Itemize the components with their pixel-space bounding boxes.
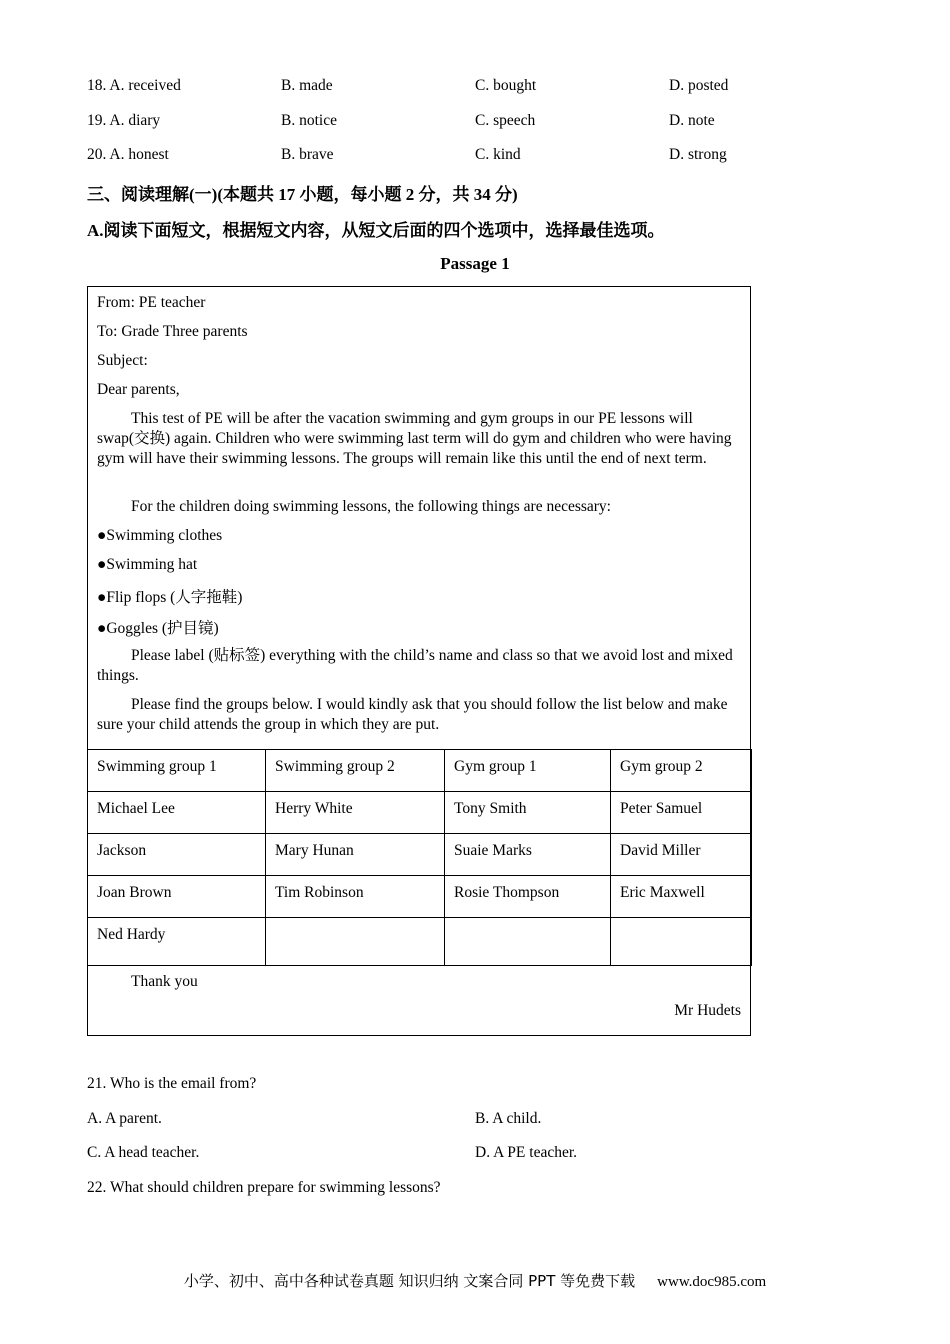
table-row: [88, 792, 752, 834]
table-cell: Tony Smith: [445, 792, 611, 834]
option-18-d: D. posted: [669, 77, 729, 94]
section-heading: 三、阅读理解(一)(本题共 17 小题，每小题 2 分，共 34 分): [87, 185, 518, 204]
question-21-option-d: D. A PE teacher.: [475, 1144, 578, 1161]
list-item: ●Swimming clothes: [97, 527, 223, 544]
email-box: [87, 286, 751, 1036]
option-19-d: D. note: [669, 112, 715, 129]
option-20-b: B. brave: [281, 146, 334, 163]
table-cell: Peter Samuel: [611, 792, 752, 834]
question-21-option-a: A. A parent.: [87, 1110, 162, 1127]
question-21: 21. Who is the email from?: [87, 1075, 257, 1092]
option-row-20: [87, 146, 767, 168]
email-paragraph-1: This test of PE will be after the vacation swimming and gym groups in our PE lessons will swap(交换) again. Children who were swimming last term will do gym and children who were having gym will have their swimming lessons. The groups will remain like this until the end of next term.: [97, 410, 732, 467]
option-18-c: C. bought: [475, 77, 537, 94]
option-19-c: C. speech: [475, 112, 536, 129]
option-row-18: [87, 77, 767, 99]
table-cell: Suaie Marks: [445, 834, 611, 876]
footer-text: 小学、初中、高中各种试卷真题 知识归纳 文案合同 PPT 等免费下载: [183, 1272, 636, 1290]
table-cell: [266, 918, 445, 966]
email-closing: Thank you: [131, 973, 198, 990]
email-signature: Mr Hudets: [674, 1002, 741, 1019]
table-header-row: [88, 750, 752, 792]
table-cell: David Miller: [611, 834, 752, 876]
email-paragraph-4: Please find the groups below. I would kindly ask that you should follow the list below and make sure your child attends the group in which they are put.: [97, 696, 728, 733]
table-cell: [445, 918, 611, 966]
email-greeting: Dear parents,: [97, 381, 180, 398]
table-header-cell: Gym group 1: [445, 750, 611, 792]
question-21-option-b: B. A child.: [475, 1110, 542, 1127]
question-21-option-c: C. A head teacher.: [87, 1144, 200, 1161]
table-cell: Joan Brown: [88, 876, 266, 918]
table-cell: Tim Robinson: [266, 876, 445, 918]
email-paragraph-3: Please label (贴标签) everything with the child’s name and class so that we avoid lost and mixed things.: [97, 647, 733, 684]
option-20-d: D. strong: [669, 146, 727, 163]
option-20-c: C. kind: [475, 146, 521, 163]
question-22: 22. What should children prepare for swimming lessons?: [87, 1179, 441, 1196]
table-cell: [611, 918, 752, 966]
table-header-cell: Gym group 2: [611, 750, 752, 792]
list-item: ●Swimming hat: [97, 556, 198, 573]
email-subject: Subject:: [97, 352, 148, 369]
table-row: [88, 834, 752, 876]
passage-title: Passage 1: [440, 254, 510, 273]
instruction: A.阅读下面短文，根据短文内容，从短文后面的四个选项中，选择最佳选项。: [87, 221, 665, 240]
table-cell: Michael Lee: [88, 792, 266, 834]
table-cell: Ned Hardy: [88, 918, 266, 966]
email-to: To: Grade Three parents: [97, 323, 248, 340]
table-header-cell: Swimming group 2: [266, 750, 445, 792]
table-cell: Herry White: [266, 792, 445, 834]
table-header-cell: Swimming group 1: [88, 750, 266, 792]
table-row: [88, 918, 752, 966]
option-20-a: 20. A. honest: [87, 146, 169, 163]
option-18-a: 18. A. received: [87, 77, 181, 94]
email-from: From: PE teacher: [97, 294, 206, 311]
table-cell: Mary Hunan: [266, 834, 445, 876]
groups-table: [87, 749, 752, 966]
option-19-b: B. notice: [281, 112, 337, 129]
option-row-19: [87, 112, 767, 134]
email-paragraph-2: For the children doing swimming lessons, the following things are necessary:: [131, 498, 611, 515]
option-19-a: 19. A. diary: [87, 112, 161, 129]
option-18-b: B. made: [281, 77, 333, 94]
list-item: ●Goggles (护目镜): [97, 620, 219, 637]
table-row: [88, 876, 752, 918]
table-cell: Jackson: [88, 834, 266, 876]
footer-site-link[interactable]: www.doc985.com: [657, 1274, 767, 1290]
table-cell: Eric Maxwell: [611, 876, 752, 918]
page-footer: [0, 1270, 950, 1291]
table-cell: Rosie Thompson: [445, 876, 611, 918]
list-item: ●Flip flops (人字拖鞋): [97, 589, 243, 606]
